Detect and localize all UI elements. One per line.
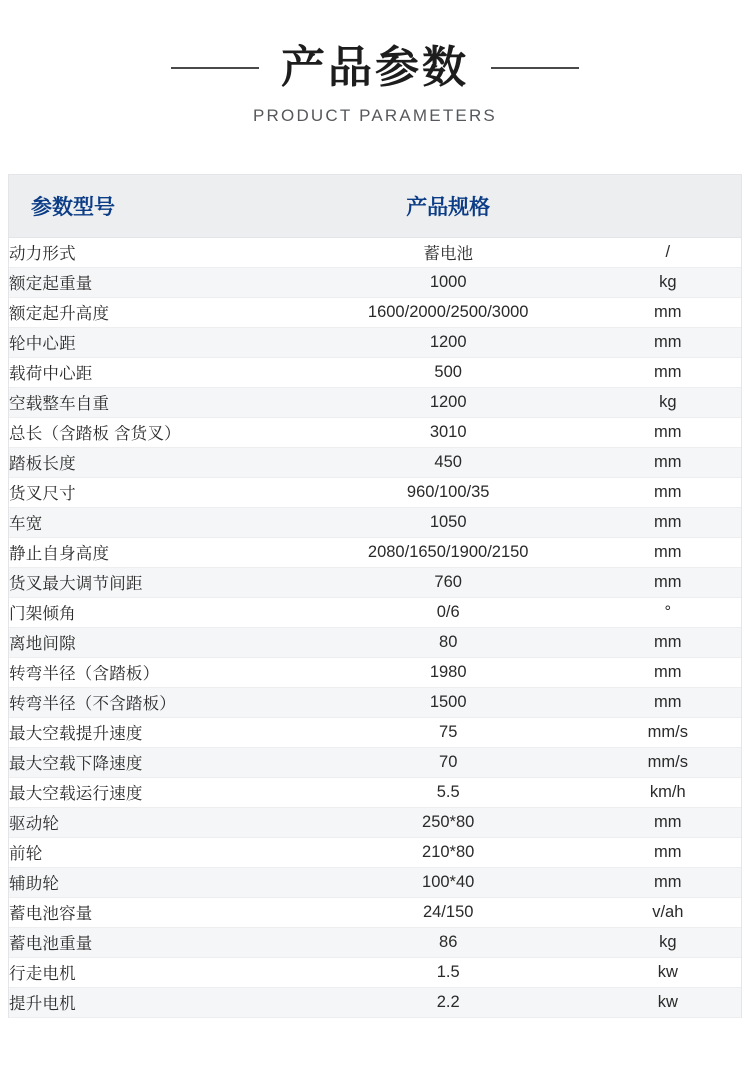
parameter-name: 总长（含踏板 含货叉） — [9, 417, 302, 447]
table-row — [9, 777, 741, 807]
table-row — [9, 957, 741, 987]
table-row — [9, 987, 741, 1017]
parameter-name: 额定起升高度 — [9, 297, 302, 327]
title-rule-left — [171, 67, 259, 69]
parameter-name: 转弯半径（含踏板） — [9, 657, 302, 687]
parameter-unit: km/h — [595, 777, 741, 807]
parameter-value: 75 — [302, 717, 595, 747]
parameter-value: 1000 — [302, 267, 595, 297]
parameter-unit: mm — [595, 807, 741, 837]
parameter-value: 1.5 — [302, 957, 595, 987]
parameter-value: 1050 — [302, 507, 595, 537]
parameter-value: 1600/2000/2500/3000 — [302, 297, 595, 327]
table-row — [9, 657, 741, 687]
parameter-value: 210*80 — [302, 837, 595, 867]
page-header — [0, 0, 750, 126]
table-row — [9, 237, 741, 267]
table-row — [9, 837, 741, 867]
parameter-value: 70 — [302, 747, 595, 777]
table-body — [9, 237, 741, 1017]
table-row — [9, 297, 741, 327]
parameter-unit: kg — [595, 927, 741, 957]
parameter-value: 450 — [302, 447, 595, 477]
parameter-unit: v/ah — [595, 897, 741, 927]
parameter-unit: mm — [595, 687, 741, 717]
table-row — [9, 627, 741, 657]
parameter-value: 2080/1650/1900/2150 — [302, 537, 595, 567]
title-row — [0, 44, 750, 92]
parameter-name: 动力形式 — [9, 237, 302, 267]
parameter-unit: mm — [595, 537, 741, 567]
table-row — [9, 867, 741, 897]
parameter-value: 3010 — [302, 417, 595, 447]
parameter-name: 车宽 — [9, 507, 302, 537]
parameter-name: 辅助轮 — [9, 867, 302, 897]
parameter-name: 行走电机 — [9, 957, 302, 987]
table-row — [9, 267, 741, 297]
parameter-name: 门架倾角 — [9, 597, 302, 627]
parameters-table-wrapper — [8, 174, 742, 1018]
parameter-name: 离地间隙 — [9, 627, 302, 657]
parameter-value: 5.5 — [302, 777, 595, 807]
parameter-name: 前轮 — [9, 837, 302, 867]
table-header — [9, 175, 741, 237]
parameter-unit: mm — [595, 327, 741, 357]
parameter-name: 空载整车自重 — [9, 387, 302, 417]
parameter-name: 蓄电池容量 — [9, 897, 302, 927]
parameter-unit: kw — [595, 987, 741, 1017]
parameter-value: 100*40 — [302, 867, 595, 897]
page-title: 产品参数 — [281, 43, 469, 92]
parameter-name: 静止自身高度 — [9, 537, 302, 567]
parameter-value: 960/100/35 — [302, 477, 595, 507]
table-row — [9, 567, 741, 597]
parameter-name: 轮中心距 — [9, 327, 302, 357]
parameter-unit: / — [595, 237, 741, 267]
parameter-unit: ° — [595, 597, 741, 627]
table-row — [9, 897, 741, 927]
parameter-unit: mm — [595, 357, 741, 387]
parameter-unit: mm — [595, 567, 741, 597]
table-row — [9, 417, 741, 447]
parameter-unit: mm — [595, 507, 741, 537]
parameter-unit: kg — [595, 387, 741, 417]
parameter-unit: mm — [595, 837, 741, 867]
parameter-name: 驱动轮 — [9, 807, 302, 837]
table-row — [9, 597, 741, 627]
parameter-name: 转弯半径（不含踏板） — [9, 687, 302, 717]
table-header-row — [9, 175, 741, 237]
parameter-value: 1980 — [302, 657, 595, 687]
parameter-value: 24/150 — [302, 897, 595, 927]
parameter-name: 最大空载运行速度 — [9, 777, 302, 807]
table-row — [9, 507, 741, 537]
table-row — [9, 927, 741, 957]
parameter-value: 2.2 — [302, 987, 595, 1017]
parameter-name: 货叉最大调节间距 — [9, 567, 302, 597]
column-header-unit — [595, 175, 741, 237]
column-header-model: 参数型号 — [9, 175, 302, 237]
parameter-unit: mm — [595, 477, 741, 507]
column-header-spec: 产品规格 — [302, 175, 595, 237]
parameter-unit: mm — [595, 417, 741, 447]
parameter-value: 0/6 — [302, 597, 595, 627]
table-row — [9, 747, 741, 777]
parameter-name: 最大空载提升速度 — [9, 717, 302, 747]
parameter-name: 货叉尺寸 — [9, 477, 302, 507]
parameter-value: 1200 — [302, 387, 595, 417]
parameter-value: 80 — [302, 627, 595, 657]
parameter-unit: mm — [595, 297, 741, 327]
table-row — [9, 477, 741, 507]
table-row — [9, 447, 741, 477]
table-row — [9, 327, 741, 357]
title-rule-right — [491, 67, 579, 69]
table-row — [9, 357, 741, 387]
table-row — [9, 807, 741, 837]
parameter-value: 1200 — [302, 327, 595, 357]
table-row — [9, 537, 741, 567]
parameter-value: 1500 — [302, 687, 595, 717]
parameter-unit: kg — [595, 267, 741, 297]
parameter-name: 蓄电池重量 — [9, 927, 302, 957]
parameter-unit: mm/s — [595, 747, 741, 777]
parameter-name: 额定起重量 — [9, 267, 302, 297]
parameter-value: 蓄电池 — [302, 237, 595, 267]
parameter-unit: mm — [595, 867, 741, 897]
parameter-unit: mm/s — [595, 717, 741, 747]
table-row — [9, 387, 741, 417]
table-row — [9, 687, 741, 717]
parameter-value: 250*80 — [302, 807, 595, 837]
parameter-unit: mm — [595, 657, 741, 687]
parameter-value: 86 — [302, 927, 595, 957]
parameters-table — [9, 175, 741, 1018]
parameter-name: 提升电机 — [9, 987, 302, 1017]
parameter-value: 500 — [302, 357, 595, 387]
parameter-unit: mm — [595, 627, 741, 657]
parameter-name: 踏板长度 — [9, 447, 302, 477]
parameter-unit: mm — [595, 447, 741, 477]
table-row — [9, 717, 741, 747]
page-subtitle: PRODUCT PARAMETERS — [253, 106, 497, 126]
parameter-unit: kw — [595, 957, 741, 987]
parameter-name: 载荷中心距 — [9, 357, 302, 387]
parameter-name: 最大空载下降速度 — [9, 747, 302, 777]
parameter-value: 760 — [302, 567, 595, 597]
